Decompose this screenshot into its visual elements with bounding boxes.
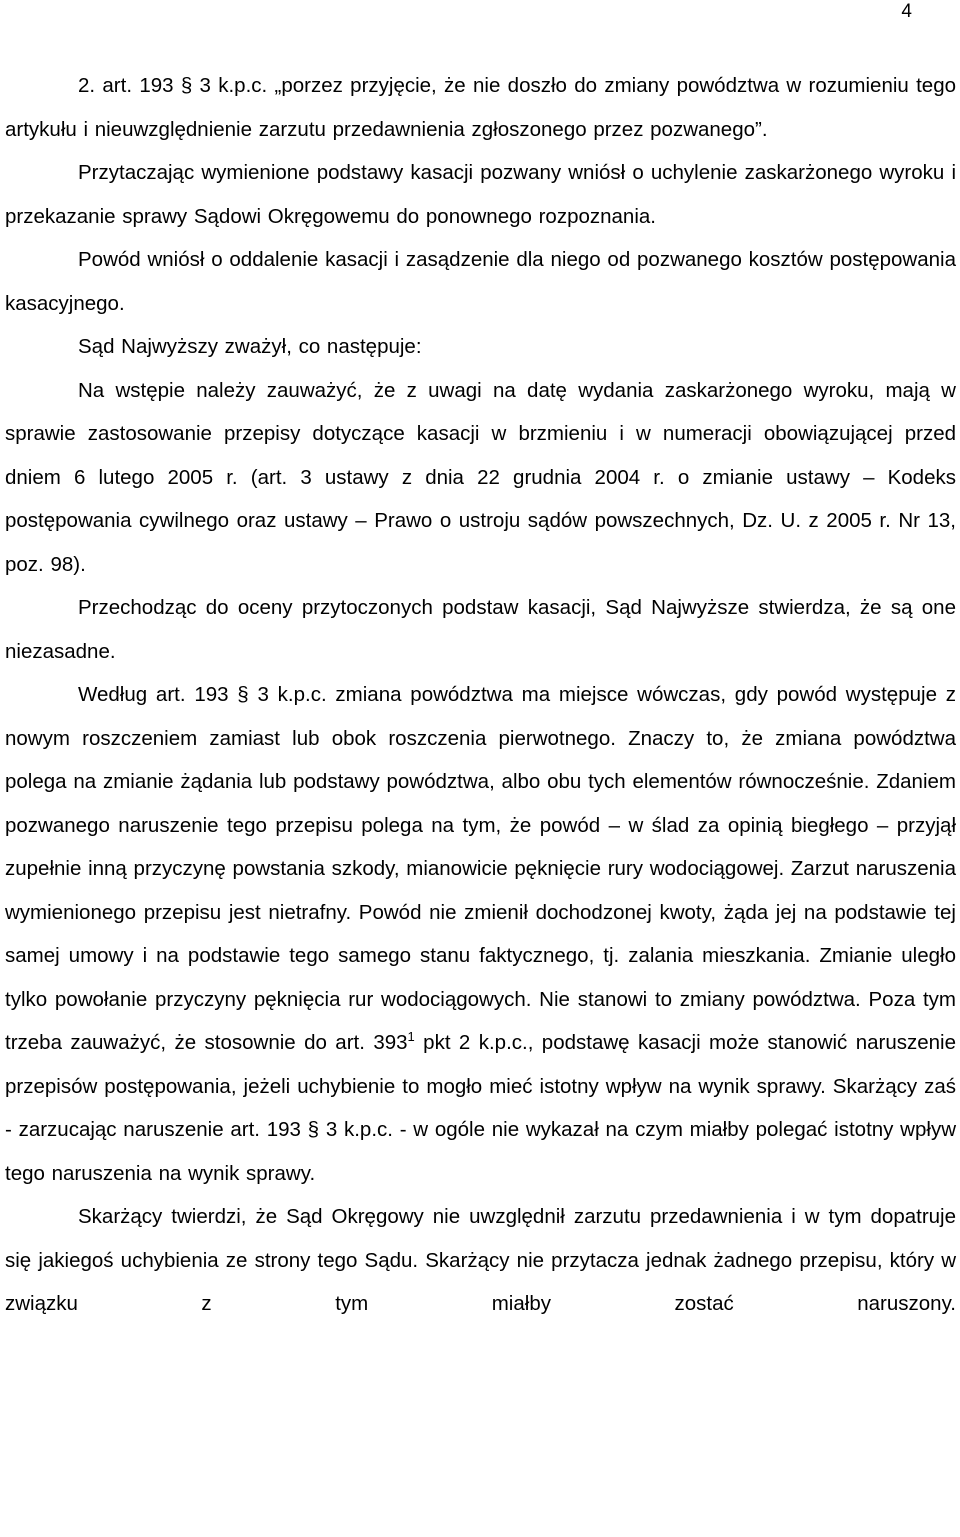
paragraph-7-head: Według art. 193 § 3 k.p.c. zmiana powództwa ma miejsce wówczas, gdy powód występuje z nowym roszczeniem zamiast lub obok roszczenia pierwotnego. Znaczy to, że zmiana powództwa polega na zmianie żądania lub podstawy powództwa, albo obu tych elementów równocześnie. Zdaniem pozwanego naruszenie tego przepisu polega na tym, że powód – w ślad za opinią biegłego – przyjął zupełnie inną przyczynę powstania szkody, mianowicie pęknięcie rury wodociągowej. Zarzut naruszenia wymienionego przepisu jest nietrafny. Powód nie zmienił dochodzonej kwoty, żąda jej na podstawie tej samej umowy i na podstawie tego samego stanu faktycznego, tj. zalania mieszkania. Zmianie uległo tylko powołanie przyczyny pęknięcia rur wodociągowych. Nie stanowi to zmiany powództwa. Poza tym trzeba zauważyć, że stosownie do art. 393 [5, 683, 956, 1054]
paragraph-1: 2. art. 193 § 3 k.p.c. „porzez przyjęcie, że nie doszło do zmiany powództwa w rozumieniu tego artykułu i nieuwzględnienie zarzutu przedawnienia zgłoszonego przez pozwanego”. [5, 74, 956, 141]
paragraph-3: Powód wniósł o oddalenie kasacji i zasądzenie dla niego od pozwanego kosztów postępowania kasacyjnego. [5, 248, 956, 315]
paragraph-7 [5, 673, 956, 1195]
paragraph-8: Skarżący twierdzi, że Sąd Okręgowy nie uwzględnił zarzutu przedawnienia i w tym dopatruje się jakiegoś uchybienia ze strony tego Sądu. Skarżący nie przytacza jednak żadnego przepisu, który w związku z tym miałby zostać naruszony. [5, 1205, 956, 1315]
paragraph-2: Przytaczając wymienione podstawy kasacji pozwany wniósł o uchylenie zaskarżonego wyroku i przekazanie sprawy Sądowi Okręgowemu do ponownego rozpoznania. [5, 161, 956, 228]
paragraph-4: Sąd Najwyższy zważył, co następuje: [78, 335, 422, 358]
paragraph-7-tail: pkt 2 k.p.c., podstawę kasacji może stanowić naruszenie przepisów postępowania, jeżeli uchybienie to mogło mieć istotny wpływ na wynik sprawy. Skarżący zaś - zarzucając naruszenie art. 193 § 3 k.p.c. - w ogóle nie wykazał na czym miałby polegać istotny wpływ tego naruszenia na wynik sprawy. [5, 1031, 956, 1185]
article-superscript: 1 [407, 1029, 415, 1045]
paragraph-5: Na wstępie należy zauważyć, że z uwagi na datę wydania zaskarżonego wyroku, mają w sprawie zastosowanie przepisy dotyczące kasacji w brzmieniu i w numeracji obowiązującej przed dniem 6 lutego 2005 r. (art. 3 ustawy z dnia 22 grudnia 2004 r. o zmianie ustawy – Kodeks postępowania cywilnego oraz ustawy – Prawo o ustroju sądów powszechnych, Dz. U. z 2005 r. Nr 13, poz. 98). [5, 378, 956, 576]
document-body [5, 64, 956, 1326]
paragraph-6: Przechodząc do oceny przytoczonych podstaw kasacji, Sąd Najwyższe stwierdza, że są one niezasadne. [5, 596, 956, 663]
page-number: 4 [901, 1, 912, 22]
